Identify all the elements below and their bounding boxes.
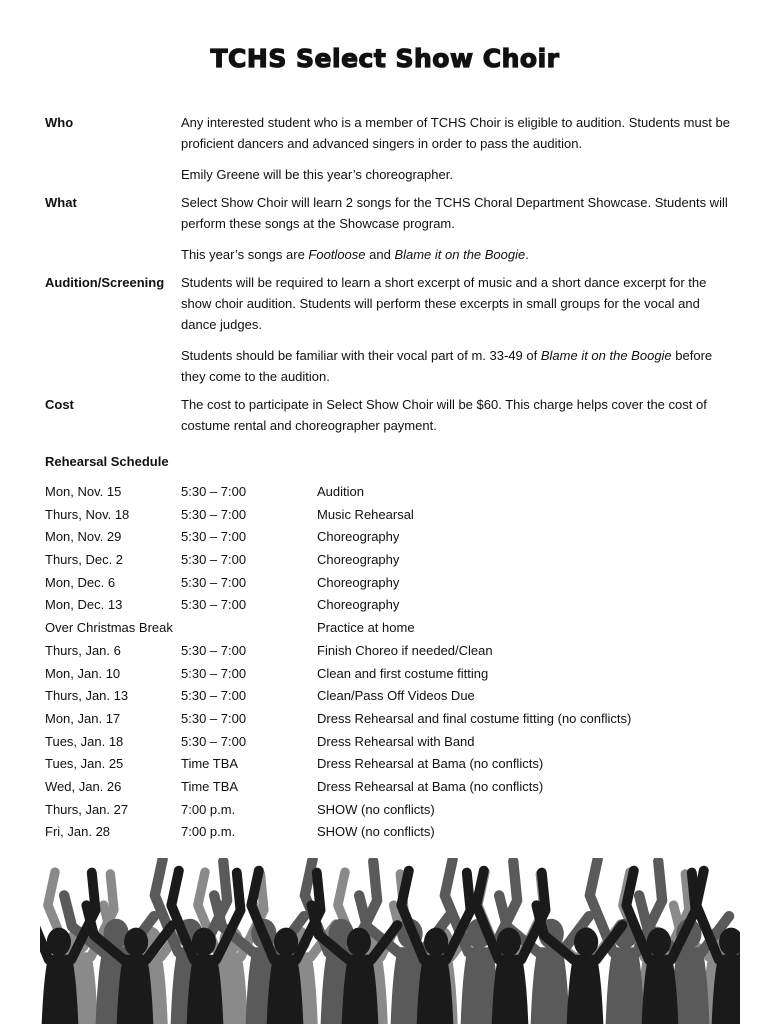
schedule-event: Clean/Pass Off Videos Due (317, 688, 475, 704)
info-sections (45, 112, 735, 443)
schedule-event: Choreography (317, 552, 400, 568)
schedule-event: Audition (317, 484, 364, 499)
section-body (181, 394, 731, 436)
song-title: Footloose (308, 247, 366, 262)
schedule-row (45, 640, 745, 663)
section-label: Cost (45, 397, 74, 412)
silhouette-body (566, 955, 603, 1024)
schedule-time: 5:30 – 7:00 (181, 484, 247, 499)
schedule-row (45, 617, 745, 640)
schedule-row (45, 776, 745, 799)
schedule-time: 5:30 – 7:00 (181, 688, 247, 704)
songs-suffix: . (525, 247, 529, 262)
silhouette-body (416, 955, 453, 1024)
schedule-time: 5:30 – 7:00 (181, 529, 247, 545)
schedule-row (45, 572, 745, 595)
schedule-row (45, 685, 745, 708)
familiar-prefix: Students should be familiar with their vocal part of m. 33-49 of (181, 348, 541, 363)
schedule-row (45, 594, 745, 617)
crowd-silhouette-image (40, 858, 740, 1024)
song-title: Blame it on the Boogie (540, 348, 672, 363)
silhouette-head (347, 928, 371, 957)
schedule-date: Mon, Dec. 6 (45, 574, 116, 590)
schedule-time: Time TBA (181, 778, 239, 794)
schedule-event: Dress Rehearsal and final costume fitting (no conflicts) (317, 710, 632, 726)
schedule-date: Thurs, Jan. 6 (45, 642, 121, 658)
schedule-date: Thurs, Dec. 2 (45, 552, 124, 568)
section-paragraph: Any interested student who is a member of TCHS Choir is eligible to audition. Students must be proficient dancers and advanced singers in order to pass the audition. (181, 115, 730, 151)
section-label: Audition/Screening (45, 275, 165, 290)
schedule-date: Mon, Nov. 15 (45, 484, 122, 499)
schedule-row (45, 663, 745, 686)
familiar-line (181, 345, 731, 387)
schedule-date: Mon, Nov. 29 (45, 529, 122, 545)
schedule-time: 7:00 p.m. (181, 824, 236, 840)
schedule-event: Dress Rehearsal at Bama (no conflicts) (317, 756, 544, 772)
schedule-time: 5:30 – 7:00 (181, 574, 247, 590)
section-paragraph: The cost to participate in Select Show Choir will be $60. This charge helps cover the cost of costume rental and choreographer payment. (181, 397, 707, 433)
section-audition (45, 272, 735, 387)
song-title: Blame it on the Boogie (394, 247, 526, 262)
schedule-time: 5:30 – 7:00 (181, 642, 247, 658)
silhouette-head (124, 928, 148, 957)
schedule-time: 5:30 – 7:00 (181, 552, 247, 568)
schedule-row (45, 799, 745, 822)
schedule-event: SHOW (no conflicts) (317, 801, 435, 817)
schedule-row (45, 549, 745, 572)
schedule-row (45, 753, 745, 776)
schedule-row (45, 526, 745, 549)
schedule-time: Time TBA (181, 756, 239, 772)
schedule-date: Tues, Jan. 25 (45, 756, 124, 772)
schedule-event: Clean and first costume fitting (317, 665, 489, 681)
schedule-row (45, 821, 745, 844)
songs-prefix: This year’s songs are (181, 247, 309, 262)
schedule-date: Thurs, Jan. 27 (45, 801, 129, 817)
section-paragraph: Students will be required to learn a short excerpt of music and a short dance excerpt for the show choir audition. Students will perform these excerpts in small groups for the vocal and dance judges. (181, 275, 707, 332)
silhouette-body (530, 947, 569, 1024)
schedule-row (45, 708, 745, 731)
schedule-event: SHOW (no conflicts) (317, 824, 435, 840)
schedule-event: Dress Rehearsal at Bama (no conflicts) (317, 778, 544, 794)
silhouette-body (641, 955, 678, 1024)
schedule-date: Wed, Jan. 26 (45, 778, 122, 794)
schedule-row (45, 731, 745, 754)
schedule-event: Choreography (317, 574, 400, 590)
schedule-event: Dress Rehearsal with Band (317, 733, 475, 749)
schedule-row (45, 481, 745, 504)
silhouette-body (186, 955, 223, 1024)
schedule-heading: Rehearsal Schedule (45, 454, 169, 469)
silhouette-body (341, 955, 378, 1024)
section-label: What (45, 195, 77, 210)
familiar-suffix: before they come to the audition. (181, 348, 713, 384)
silhouette-body (605, 947, 644, 1024)
schedule-date: Mon, Jan. 17 (45, 710, 121, 726)
schedule-time: 5:30 – 7:00 (181, 733, 247, 749)
schedule-time: 5:30 – 7:00 (181, 597, 247, 613)
rehearsal-schedule (45, 481, 745, 844)
schedule-date: Over Christmas Break (45, 620, 173, 636)
schedule-date: Thurs, Jan. 13 (45, 688, 129, 704)
section-paragraph: Emily Greene will be this year’s choreographer. (181, 167, 453, 182)
songs-middle: and (365, 247, 395, 262)
schedule-event: Finish Choreo if needed/Clean (317, 642, 493, 658)
schedule-time: 5:30 – 7:00 (181, 665, 247, 681)
section-body (181, 112, 731, 185)
section-body (181, 192, 731, 265)
silhouette-body (41, 955, 78, 1024)
silhouette-body (491, 955, 528, 1024)
schedule-date: Mon, Dec. 13 (45, 597, 123, 613)
schedule-date: Mon, Jan. 10 (45, 665, 121, 681)
schedule-event: Choreography (317, 597, 400, 613)
section-body (181, 272, 731, 387)
section-label: Who (45, 115, 74, 130)
section-who (45, 112, 735, 185)
silhouette-body (116, 955, 153, 1024)
page-title: TCHS Select Show Choir (210, 44, 560, 73)
schedule-time: 7:00 p.m. (181, 801, 236, 817)
section-cost (45, 394, 735, 436)
silhouette-body (266, 955, 303, 1024)
schedule-event: Practice at home (317, 620, 415, 636)
section-paragraph: Select Show Choir will learn 2 songs for the TCHS Choral Department Showcase. Students will perform these songs at the Showcase program. (181, 195, 728, 231)
schedule-time: 5:30 – 7:00 (181, 710, 247, 726)
schedule-time: 5:30 – 7:00 (181, 506, 247, 522)
silhouette-head (574, 928, 598, 957)
schedule-date: Fri, Jan. 28 (45, 824, 111, 840)
section-what (45, 192, 735, 265)
schedule-row (45, 504, 745, 527)
schedule-date: Tues, Jan. 18 (45, 733, 124, 749)
songs-line (181, 244, 731, 265)
schedule-event: Choreography (317, 529, 400, 545)
schedule-event: Music Rehearsal (317, 506, 414, 522)
schedule-date: Thurs, Nov. 18 (45, 506, 130, 522)
